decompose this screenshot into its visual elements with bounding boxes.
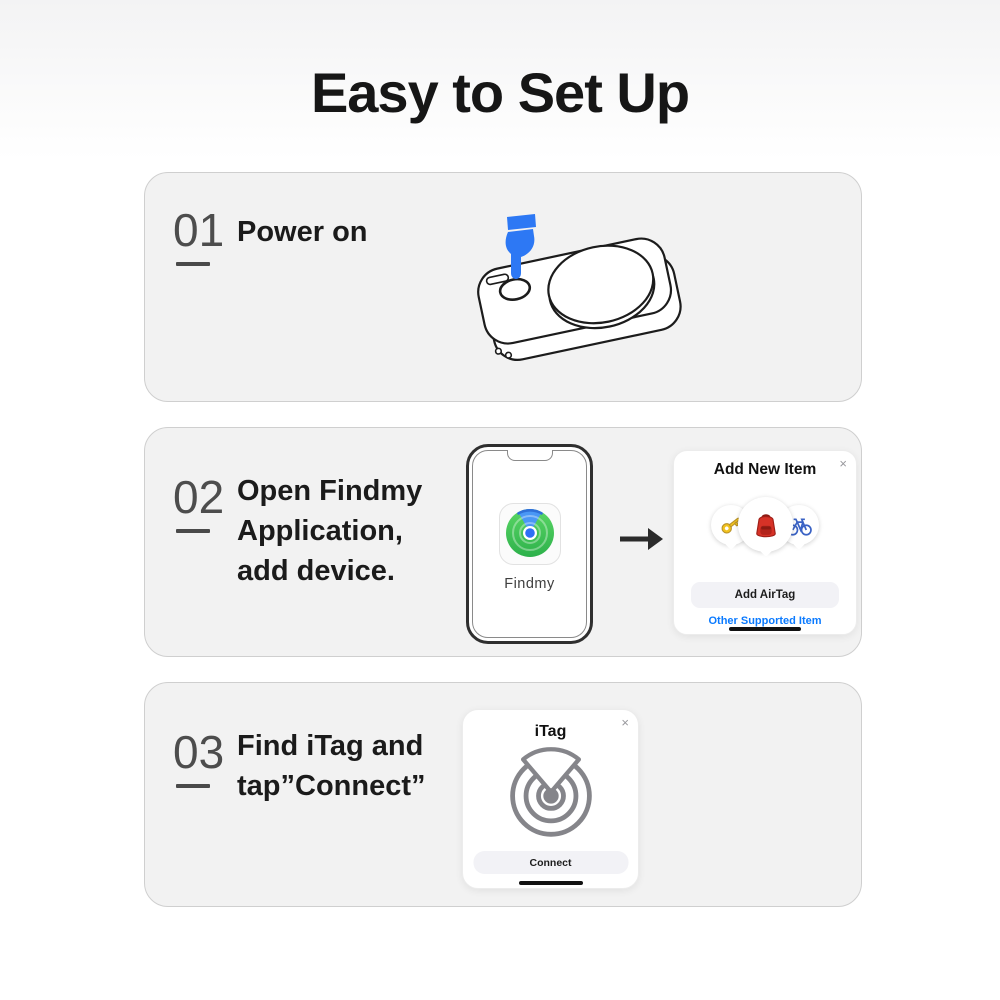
backpack-icon [749,508,783,542]
home-indicator [729,627,801,632]
step-text [237,471,422,591]
step-underline [176,784,210,788]
findmy-app-label: Findmy [504,576,555,592]
step-line: Power on [237,216,368,248]
findmy-app-icon [498,502,562,566]
step-line: tap”Connect” [237,770,426,802]
add-new-item-dialog [673,450,857,635]
step-line: add device. [237,555,395,587]
add-airtag-button[interactable]: Add AirTag [691,582,839,608]
step-underline [176,262,210,266]
step-card-3 [144,682,862,907]
step-number: 01 [173,204,225,256]
step-line: Application, [237,515,403,547]
connect-button[interactable]: Connect [473,851,628,874]
phone-frame [466,444,593,644]
step-line: Open Findmy [237,475,423,507]
step-card-2 [144,427,862,657]
home-indicator [519,881,583,886]
other-supported-item-link[interactable]: Other Supported Item [708,615,822,627]
page-title: Easy to Set Up [310,61,690,124]
step-text [237,726,426,806]
close-icon[interactable]: × [839,456,847,471]
dialog-title: Add New Item [713,461,817,478]
itag-dialog [462,709,639,889]
step-text [237,204,368,266]
backpack-bubble [738,497,793,552]
step-card-1 [144,172,862,402]
step-line: Find iTag and [237,730,424,762]
item-type-bubbles [711,497,819,561]
phone-notch [507,450,553,461]
radar-icon [503,746,599,842]
arrow-right-icon [618,524,666,554]
step-1-header [173,204,368,266]
step-number: 02 [173,471,225,523]
dialog-title: iTag [534,723,567,740]
tracker-device-illustration [450,213,700,363]
step-underline [176,529,210,533]
findmy-app[interactable] [498,502,562,592]
close-icon[interactable]: × [621,715,629,730]
step-number: 03 [173,726,225,778]
step-3-header [173,726,426,806]
step-2-header [173,471,422,591]
